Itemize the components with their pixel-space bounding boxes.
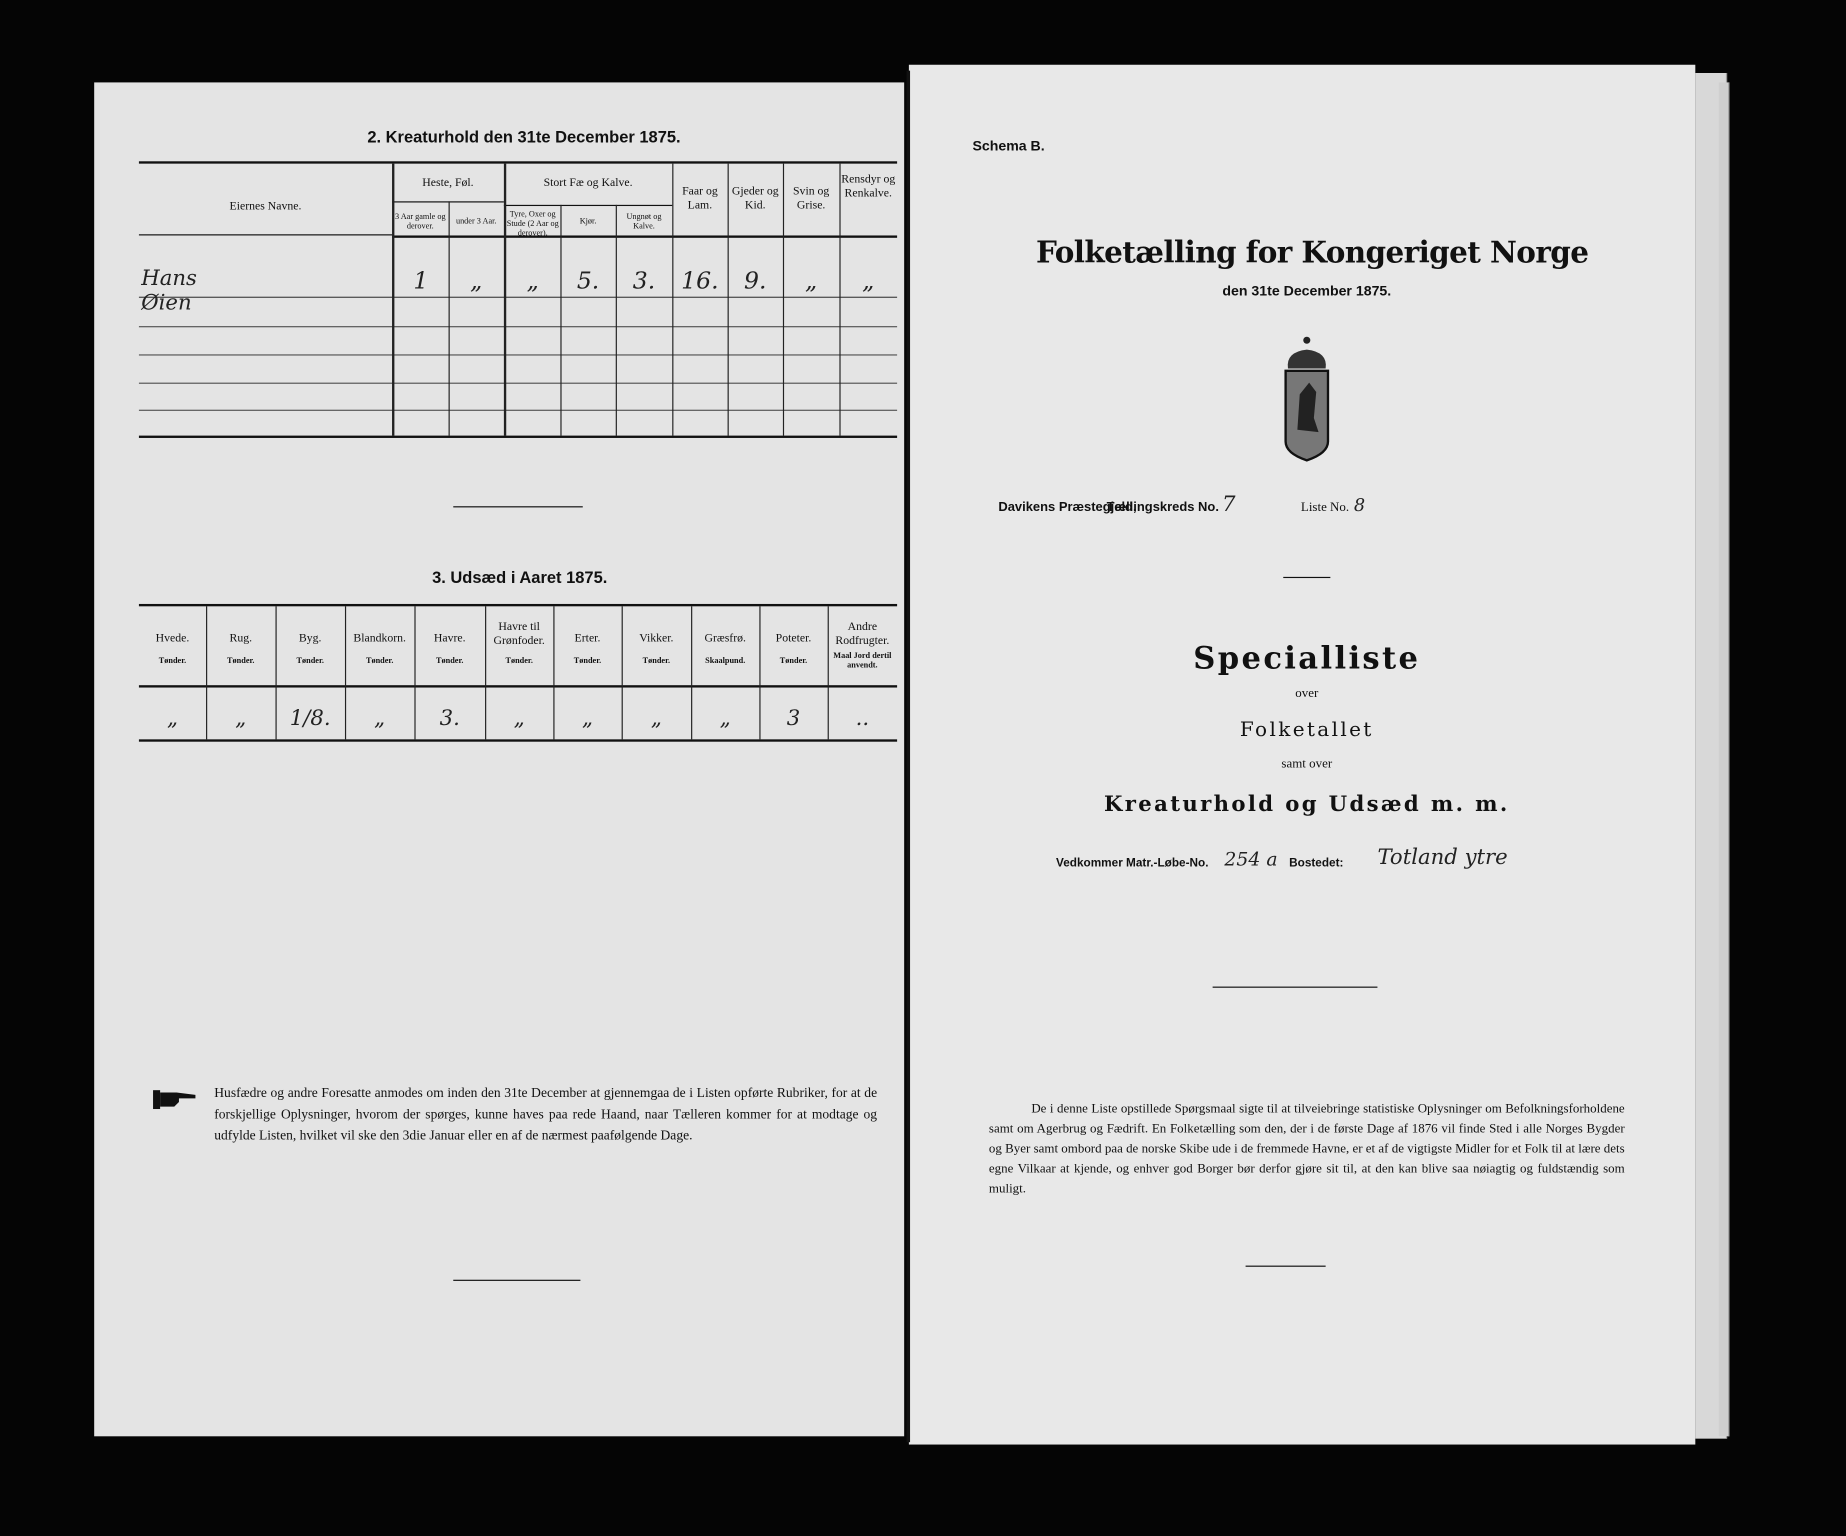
seed-cell-value: „ <box>166 706 178 732</box>
seed-cell-value: „ <box>719 706 731 732</box>
col-owner-name: Eiernes Navne. <box>229 200 302 214</box>
col-rensdyr: Rensdyr og Renkalve. <box>841 173 896 201</box>
kreaturhold-label: Kreaturhold og Udsæd m. m. <box>1104 792 1510 818</box>
page-spine <box>907 71 911 1443</box>
matr-label: Vedkommer Matr.-Løbe-No. <box>1056 857 1209 871</box>
seed-cell-value: 3. <box>439 706 460 732</box>
document-date: den 31te December 1875. <box>1222 282 1392 300</box>
seed-column-header: Rug. <box>229 632 253 646</box>
col-tyre-oxer: Tyre, Oxer og Stude (2 Aar og derover). <box>506 209 559 238</box>
seed-column-unit: Maal Jord dertil anvendt. <box>833 651 892 670</box>
col-svin: Svin og Grise. <box>793 184 830 212</box>
divider <box>453 506 583 507</box>
seed-column-header: Byg. <box>298 632 322 646</box>
seed-cell-value: 3 <box>786 706 801 732</box>
col-heste-3aar: 3 Aar gamle og derover. <box>395 211 446 231</box>
cell-value: „ <box>470 266 483 295</box>
col-kjor: Kjør. <box>579 216 597 227</box>
col-heste-under3: under 3 Aar. <box>455 216 497 227</box>
instruction-note: Husfædre og andre Foresatte anmodes om inden den 31te December at gjennemgaa de i Listen opførte Rubriker, for at de forskjellige Oplysninger, hvorom der spørges, kunne haves paa rede Haand, naar Tælleren kommer for at modtage og udfylde Listen, hvilket vil ske den 3die Januar eller en af de nærmest paafølgende Dage. <box>214 1086 878 1144</box>
folketallet-label: Folketallet <box>1239 718 1374 742</box>
seed-column-unit: Tønder. <box>505 655 533 666</box>
norwegian-coat-of-arms-icon <box>1281 336 1333 463</box>
seed-column-unit: Tønder. <box>158 655 187 666</box>
pointing-hand-icon <box>151 1088 198 1112</box>
seed-column-header: Havre til Grønfoder. <box>493 620 545 648</box>
seed-cell-value: „ <box>235 706 247 732</box>
seed-column-unit: Tønder. <box>365 655 394 666</box>
bosted-label: Bostedet: <box>1289 857 1344 871</box>
seed-column-header: Poteter. <box>775 632 812 646</box>
cell-value: 9. <box>743 266 767 295</box>
cell-value: „ <box>526 266 539 295</box>
seed-cell-value: „ <box>374 706 386 732</box>
over-label: over <box>1295 686 1319 701</box>
document-title: Folketælling for Kongeriget Norge <box>1036 235 1589 270</box>
seed-cell-value: „ <box>581 706 593 732</box>
stacked-page-edge <box>1719 82 1730 1436</box>
bosted-value: Totland ytre <box>1377 845 1508 871</box>
seed-cell-value: 1/8. <box>289 706 331 732</box>
seed-column-unit: Tønder. <box>296 655 324 666</box>
seed-column-unit: Tønder. <box>227 655 255 666</box>
divider <box>1283 577 1330 578</box>
seed-column-header: Hvede. <box>155 632 190 646</box>
matr-number: 254 a <box>1224 847 1278 871</box>
divider <box>453 1280 580 1281</box>
seed-column-unit: Tønder. <box>779 655 808 666</box>
list-label: Liste No. <box>1300 500 1350 515</box>
col-ungnot: Ungnøt og Kalve. <box>626 211 662 231</box>
seed-column-header: Erter. <box>574 632 601 646</box>
col-heste: Heste, Føl. <box>422 176 474 190</box>
seed-column-unit: Tønder. <box>436 655 464 666</box>
parish-label: Davikens Præstegjeld, <box>998 500 1137 515</box>
divider <box>1213 987 1378 988</box>
district-number: 7 <box>1222 492 1236 517</box>
section2-title: 2. Kreaturhold den 31te December 1875. <box>367 127 681 146</box>
divider <box>1246 1266 1326 1267</box>
explanatory-paragraph: De i denne Liste opstillede Spørgsmaal sigte til at tilveiebringe statistiske Oplysninger om Befolkningsforholdene samt om Agerbrug og Fædrift. En Folketælling som den, der i de første Dage af 1876 vil finde Sted i alle Norges Bygder og Byer samt ombord paa de norske Skibe ude i de fremmede Havne, er et af de vigtigste Midler for et Folk til at lære dets egne Vilkaar at kjende, og enhver god Borger bør derfor gjøre sit til, at den kan blive saa nøiagtig og fuldstændig som muligt. <box>988 1101 1625 1197</box>
seed-column-header: Blandkorn. <box>353 632 407 646</box>
seed-column-unit: Skaalpund. <box>705 655 746 666</box>
col-faar: Faar og Lam. <box>682 184 718 212</box>
specialliste-heading: Specialliste <box>1193 641 1421 677</box>
seed-cell-value: .. <box>855 706 870 732</box>
col-gjeder: Gjeder og Kid. <box>731 184 779 212</box>
right-page <box>909 65 1695 1445</box>
seed-column-header: Andre Rodfrugter. <box>835 620 890 648</box>
cell-value: „ <box>862 266 875 295</box>
seed-cell-value: „ <box>650 706 662 732</box>
cell-value: 1 <box>413 266 429 295</box>
seed-column-header: Græsfrø. <box>704 632 746 646</box>
cell-value: 3. <box>632 266 656 295</box>
owner-name: Hans Øien <box>141 266 197 316</box>
seed-column-unit: Tønder. <box>642 655 671 666</box>
seed-column-unit: Tønder. <box>573 655 602 666</box>
district-label: Tællingskreds No. <box>1106 500 1219 515</box>
cell-value: 5. <box>576 266 600 295</box>
cell-value: „ <box>805 266 818 295</box>
col-stort-fae: Stort Fæ og Kalve. <box>543 176 633 190</box>
seed-column-header: Havre. <box>433 632 466 646</box>
section3-title: 3. Udsæd i Aaret 1875. <box>432 567 608 587</box>
samt-over-label: samt over <box>1281 757 1333 772</box>
seed-cell-value: „ <box>513 706 525 732</box>
seed-column-header: Vikker. <box>639 632 674 646</box>
list-number: 8 <box>1353 494 1366 516</box>
cell-value: 16. <box>681 266 719 295</box>
schema-label: Schema B. <box>972 137 1045 155</box>
